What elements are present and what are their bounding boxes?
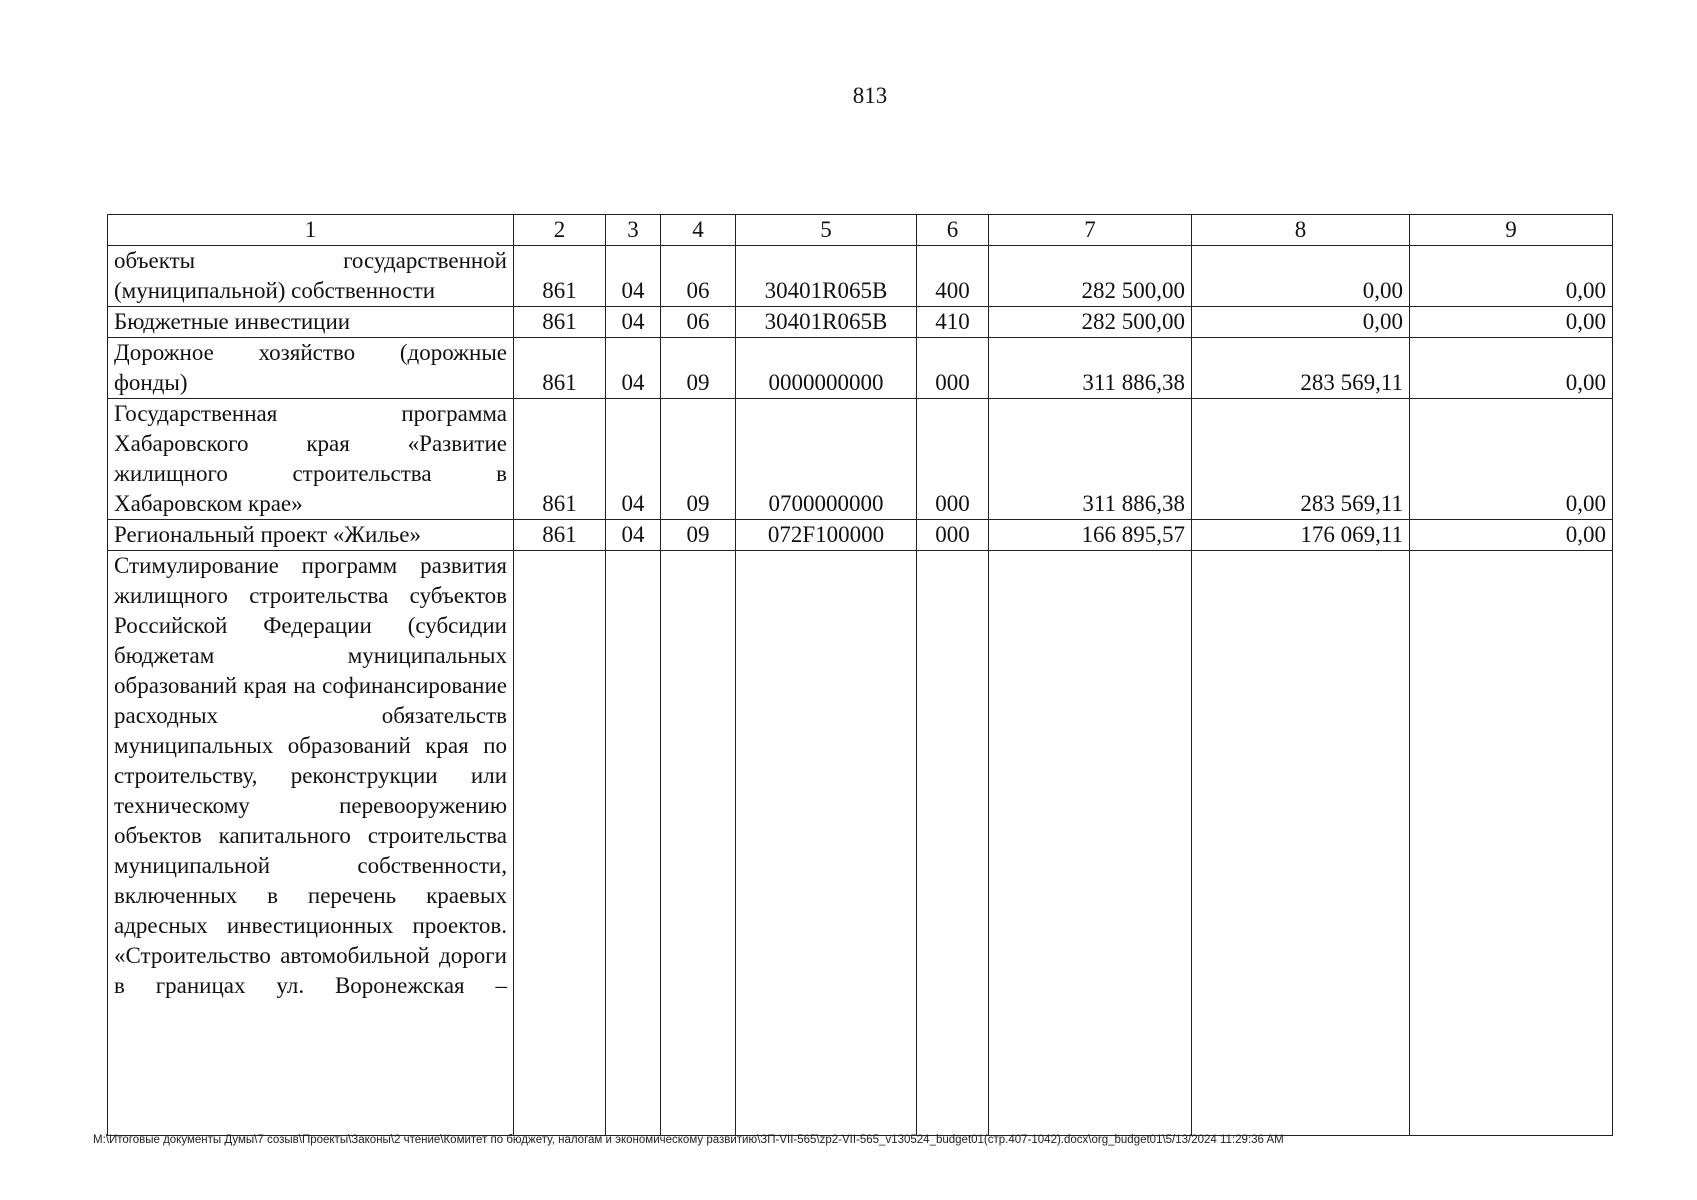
cell-c3: 04 xyxy=(606,399,661,520)
cell-c7: 311 886,38 xyxy=(989,399,1192,520)
cell-c5: 30401R065B xyxy=(736,307,917,338)
page-number: 813 xyxy=(852,83,888,108)
cell-c5 xyxy=(736,551,917,1136)
budget-table xyxy=(107,214,1613,1136)
column-header: 8 xyxy=(1192,215,1410,246)
row-name: Стимулирование программ развития жилищного строительства субъектов Российской Федерации (субсидии бюджетам муниципальных образований края на софинансирование расходных обязательств муниципальных образований края по строительству, реконструкции или техническому перевооружению объектов капитального строительства муниципальной собственности, включенных в перечень краевых адресных инвестиционных проектов. «Строительство автомобильной дороги в границах ул. Воронежская – xyxy=(108,551,514,1136)
column-header: 3 xyxy=(606,215,661,246)
row-name: объекты государственной (муниципальной) собственности xyxy=(108,246,514,307)
cell-c9: 0,00 xyxy=(1410,399,1613,520)
cell-c4: 09 xyxy=(661,520,736,551)
cell-c4: 06 xyxy=(661,246,736,307)
table-row xyxy=(108,338,1613,399)
cell-c4: 06 xyxy=(661,307,736,338)
cell-c9: 0,00 xyxy=(1410,307,1613,338)
table-row xyxy=(108,307,1613,338)
cell-c2: 861 xyxy=(514,246,606,307)
cell-c9: 0,00 xyxy=(1410,246,1613,307)
cell-c9 xyxy=(1410,551,1613,1136)
cell-c7 xyxy=(989,551,1192,1136)
cell-c3: 04 xyxy=(606,307,661,338)
cell-c5: 0700000000 xyxy=(736,399,917,520)
cell-c2: 861 xyxy=(514,399,606,520)
cell-c6: 000 xyxy=(917,399,989,520)
cell-c4: 09 xyxy=(661,399,736,520)
cell-c2: 861 xyxy=(514,520,606,551)
row-name: Государственная программа Хабаровского края «Развитие жилищного строительства в Хабаровском крае» xyxy=(108,399,514,520)
cell-c7: 166 895,57 xyxy=(989,520,1192,551)
table-row xyxy=(108,551,1613,1136)
cell-c3: 04 xyxy=(606,246,661,307)
cell-c5: 072F100000 xyxy=(736,520,917,551)
cell-c2: 861 xyxy=(514,338,606,399)
cell-c4 xyxy=(661,551,736,1136)
cell-c5: 0000000000 xyxy=(736,338,917,399)
column-number-header-row xyxy=(108,215,1613,246)
cell-c8: 0,00 xyxy=(1192,307,1410,338)
cell-c8: 283 569,11 xyxy=(1192,399,1410,520)
table-row xyxy=(108,520,1613,551)
row-name: Бюджетные инвестиции xyxy=(108,307,514,338)
column-header: 4 xyxy=(661,215,736,246)
cell-c8: 0,00 xyxy=(1192,246,1410,307)
cell-c6: 000 xyxy=(917,520,989,551)
cell-c8: 283 569,11 xyxy=(1192,338,1410,399)
cell-c6: 000 xyxy=(917,338,989,399)
cell-c5: 30401R065B xyxy=(736,246,917,307)
cell-c6: 400 xyxy=(917,246,989,307)
cell-c3 xyxy=(606,551,661,1136)
cell-c2: 861 xyxy=(514,307,606,338)
cell-c7: 282 500,00 xyxy=(989,307,1192,338)
row-name: Региональный проект «Жилье» xyxy=(108,520,514,551)
column-header: 5 xyxy=(736,215,917,246)
table-row xyxy=(108,246,1613,307)
cell-c4: 09 xyxy=(661,338,736,399)
column-header: 1 xyxy=(108,215,514,246)
column-header: 6 xyxy=(917,215,989,246)
cell-c8 xyxy=(1192,551,1410,1136)
file-path-footer: M:\Итоговые документы Думы\7 созыв\Проекты\Законы\2 чтение\Комитет по бюджету, налогам и экономическому развитию\ЗП-VII-565\zp2-VII-565_v130524_budget01(стр.407-1042).docx\org_budget01\5/13/2024 11:29:36 AM xyxy=(93,1134,1284,1146)
cell-c3: 04 xyxy=(606,520,661,551)
cell-c3: 04 xyxy=(606,338,661,399)
row-name: Дорожное хозяйство (дорожные фонды) xyxy=(108,338,514,399)
cell-c7: 282 500,00 xyxy=(989,246,1192,307)
cell-c8: 176 069,11 xyxy=(1192,520,1410,551)
cell-c9: 0,00 xyxy=(1410,520,1613,551)
cell-c7: 311 886,38 xyxy=(989,338,1192,399)
cell-c2 xyxy=(514,551,606,1136)
cell-c6: 410 xyxy=(917,307,989,338)
table-row xyxy=(108,399,1613,520)
column-header: 9 xyxy=(1410,215,1613,246)
column-header: 7 xyxy=(989,215,1192,246)
column-header: 2 xyxy=(514,215,606,246)
cell-c9: 0,00 xyxy=(1410,338,1613,399)
cell-c6 xyxy=(917,551,989,1136)
